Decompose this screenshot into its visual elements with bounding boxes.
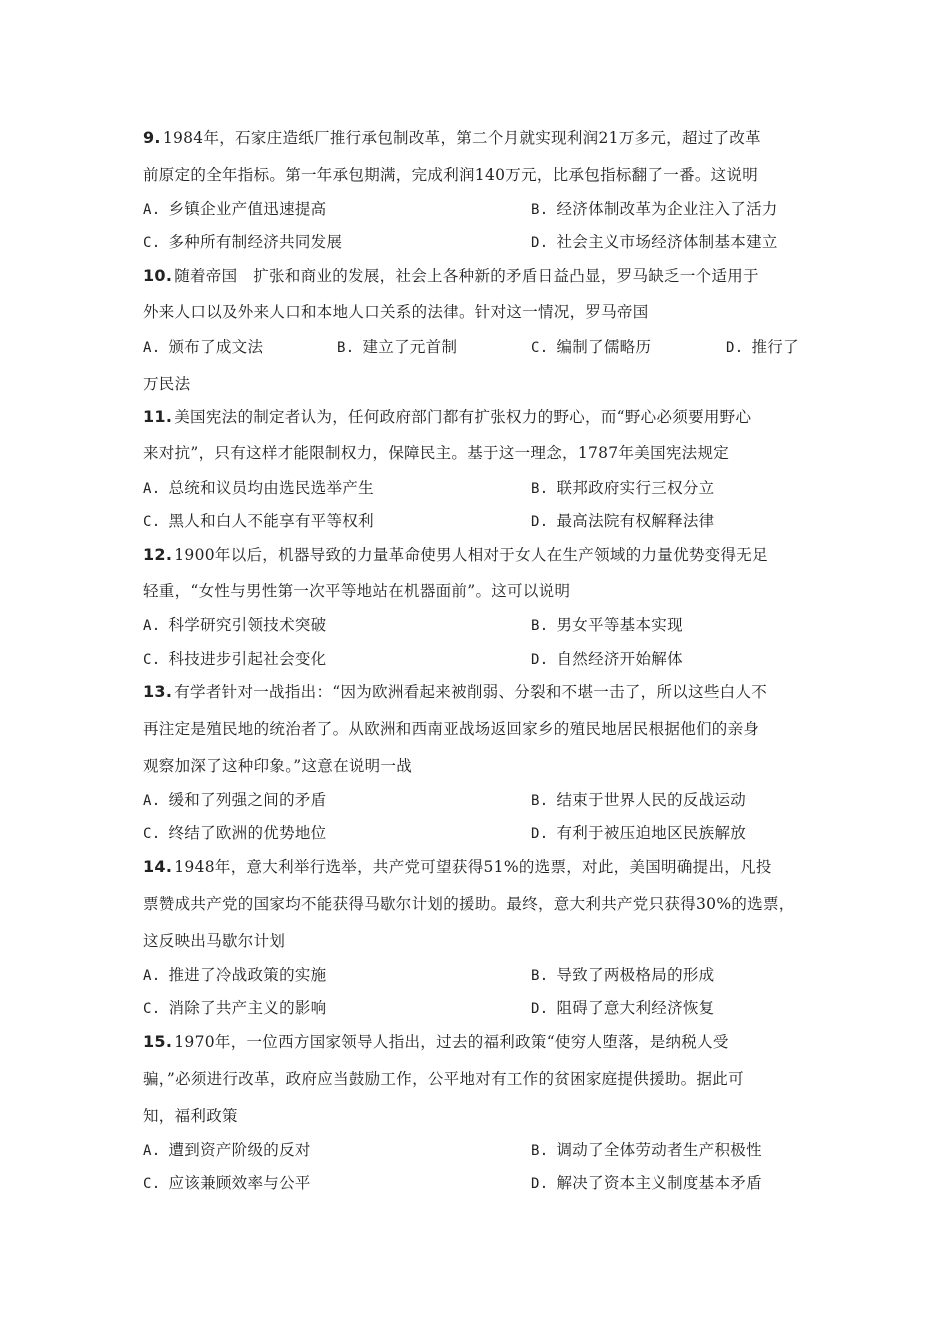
option-letter: C. (143, 652, 161, 668)
question-13-line-2 (143, 717, 759, 739)
question-stem: 知，福利政策 (143, 1107, 238, 1125)
option-c (143, 230, 342, 252)
option-letter: A. (143, 968, 161, 984)
option-letter: B. (531, 618, 549, 634)
option-text: 推行了 (751, 338, 799, 356)
option-a (143, 197, 326, 219)
question-stem: 1900年以后，机器导致的力量革命使男人相对于女人在生产领域的力量优势变得无足 (174, 546, 768, 564)
option-b (531, 476, 714, 498)
option-letter: A. (143, 481, 161, 497)
option-text: 自然经济开始解体 (556, 650, 683, 668)
option-letter: A. (143, 618, 161, 634)
option-letter: C. (143, 235, 161, 251)
option-d (726, 335, 799, 357)
question-10-line-1 (143, 264, 759, 286)
question-13-line-3 (143, 754, 412, 776)
option-text: 缓和了列强之间的矛盾 (168, 791, 327, 809)
option-text: 结束于世界人民的反战运动 (556, 791, 747, 809)
question-stem: 前原定的全年指标。第一年承包期满，完成利润140万元，比承包指标翻了一番。这说明 (143, 166, 759, 184)
question-15-line-1 (143, 1030, 729, 1052)
question-11-line-1 (143, 405, 751, 427)
option-text: 消除了共产主义的影响 (168, 999, 327, 1017)
question-number: 14. (143, 857, 173, 876)
option-b (531, 613, 683, 635)
option-text: 有利于被压迫地区民族解放 (556, 824, 747, 842)
option-text: 科学研究引领技术突破 (168, 616, 327, 634)
question-stem: 观察加深了这种印象。”这意在说明一战 (143, 757, 413, 775)
option-text: 最高法院有权解释法律 (556, 512, 715, 530)
option-text: 男女平等基本实现 (556, 616, 683, 634)
question-stem: 这反映出马歇尔计划 (143, 932, 286, 950)
option-letter: B. (531, 202, 549, 218)
question-9-line-2 (143, 163, 758, 185)
option-b (531, 197, 778, 219)
question-number: 10. (143, 266, 173, 285)
question-14-line-2 (143, 892, 795, 914)
question-number: 15. (143, 1032, 173, 1051)
option-text: 颁布了成文法 (168, 338, 264, 356)
option-letter: B. (531, 793, 549, 809)
option-letter: B. (337, 340, 355, 356)
question-9-line-1 (143, 126, 761, 148)
option-d (531, 230, 778, 252)
question-stem: 1970年，一位西方国家领导人指出，过去的福利政策“使穷人堕落，是纳税人受 (174, 1033, 729, 1051)
question-number: 12. (143, 545, 173, 564)
option-letter: C. (143, 514, 161, 530)
question-13-line-1 (143, 680, 767, 702)
option-text: 科技进步引起社会变化 (168, 650, 327, 668)
question-stem: 再注定是殖民地的统治者了。从欧洲和西南亚战场返回家乡的殖民地居民根据他们的亲身 (143, 720, 760, 738)
option-letter: B. (531, 481, 549, 497)
option-letter: D. (531, 652, 549, 668)
question-12-line-1 (143, 543, 768, 565)
option-letter: D. (531, 514, 549, 530)
option-text: 导致了两极格局的形成 (556, 966, 715, 984)
option-letter: B. (531, 968, 549, 984)
option-a (143, 335, 263, 357)
option-letter: A. (143, 202, 161, 218)
option-letter: D. (531, 1176, 549, 1192)
option-letter: A. (143, 340, 161, 356)
option-c (143, 1171, 311, 1193)
option-c (143, 996, 326, 1018)
option-text: 解决了资本主义制度基本矛盾 (556, 1174, 762, 1192)
option-a (143, 476, 374, 498)
option-text: 遭到资产阶级的反对 (168, 1141, 311, 1159)
question-11-line-2 (143, 441, 729, 463)
option-text: 应该兼顾效率与公平 (168, 1174, 311, 1192)
option-c (143, 647, 326, 669)
question-stem: 来对抗”，只有这样才能限制权力，保障民主。基于这一理念，1787年美国宪法规定 (143, 444, 730, 462)
option-c (531, 335, 651, 357)
option-d (531, 509, 714, 531)
question-stem: 外来人口以及外来人口和本地人口关系的法律。针对这一情况，罗马帝国 (143, 303, 649, 321)
option-a (143, 788, 326, 810)
question-number: 13. (143, 682, 173, 701)
question-stem: 美国宪法的制定者认为，任何政府部门都有扩张权力的野心，而“野心必须要用野心 (174, 408, 752, 426)
option-letter: C. (531, 340, 549, 356)
option-text: 推进了冷战政策的实施 (168, 966, 327, 984)
option-d (531, 996, 714, 1018)
option-b (531, 1138, 762, 1160)
option-letter: C. (143, 1176, 161, 1192)
option-letter: D. (531, 826, 549, 842)
option-letter: D. (531, 235, 549, 251)
question-stem: 随着帝国 扩张和商业的发展，社会上各种新的矛盾日益凸显，罗马缺乏一个适用于 (174, 267, 759, 285)
question-stem: 骗，”必须进行改革，政府应当鼓励工作，公平地对有工作的贫困家庭提供援助。据此可 (143, 1070, 744, 1088)
option-letter: B. (531, 1143, 549, 1159)
question-number: 11. (143, 407, 173, 426)
option-letter: D. (726, 340, 744, 356)
question-12-line-2 (143, 579, 570, 601)
option-d (531, 1171, 762, 1193)
option-text: 阻碍了意大利经济恢复 (556, 999, 715, 1017)
option-text: 经济体制改革为企业注入了活力 (556, 200, 778, 218)
option-text: 社会主义市场经济体制基本建立 (556, 233, 778, 251)
option-text: 编制了儒略历 (556, 338, 652, 356)
option-letter: A. (143, 793, 161, 809)
option-text: 多种所有制经济共同发展 (168, 233, 343, 251)
option-letter: A. (143, 1143, 161, 1159)
question-14-line-3 (143, 929, 285, 951)
question-10-line-2 (143, 300, 649, 322)
option-a (143, 1138, 311, 1160)
option-c (143, 509, 374, 531)
question-15-line-3 (143, 1104, 238, 1126)
option-text: 终结了欧洲的优势地位 (168, 824, 327, 842)
option-b (531, 963, 714, 985)
option-b (531, 788, 746, 810)
option-text: 总统和议员均由选民选举产生 (168, 479, 374, 497)
question-stem: 有学者针对一战指出：“因为欧洲看起来被削弱、分裂和不堪一击了，所以这些白人不 (174, 683, 768, 701)
question-stem: 轻重，“女性与男性第一次平等地站在机器面前”。这可以说明 (143, 582, 571, 600)
option-c (143, 821, 326, 843)
option-letter: C. (143, 826, 161, 842)
question-stem: 1984年，石家庄造纸厂推行承包制改革，第二个月就实现利润21万多元，超过了改革 (162, 129, 761, 147)
question-15-line-2 (143, 1067, 744, 1089)
option-text: 建立了元首制 (362, 338, 458, 356)
question-14-line-1 (143, 855, 772, 877)
option-a (143, 963, 326, 985)
question-stem: 1948年，意大利举行选举，共产党可望获得51%的选票，对此，美国明确提出，凡投 (174, 858, 772, 876)
option-d-continuation: 万民法 (143, 375, 191, 393)
option-d (531, 647, 683, 669)
option-text: 调动了全体劳动者生产积极性 (556, 1141, 762, 1159)
option-text: 黑人和白人不能享有平等权利 (168, 512, 374, 530)
option-text: 乡镇企业产值迅速提高 (168, 200, 327, 218)
option-letter: C. (143, 1001, 161, 1017)
option-text: 联邦政府实行三权分立 (556, 479, 715, 497)
option-d (531, 821, 746, 843)
question-number: 9. (143, 128, 161, 147)
question-stem: 票赞成共产党的国家均不能获得马歇尔计划的援助。最终，意大利共产党只获得30%的选票， (143, 895, 795, 913)
option-a (143, 613, 326, 635)
option-letter: D. (531, 1001, 549, 1017)
option-b (337, 335, 457, 357)
